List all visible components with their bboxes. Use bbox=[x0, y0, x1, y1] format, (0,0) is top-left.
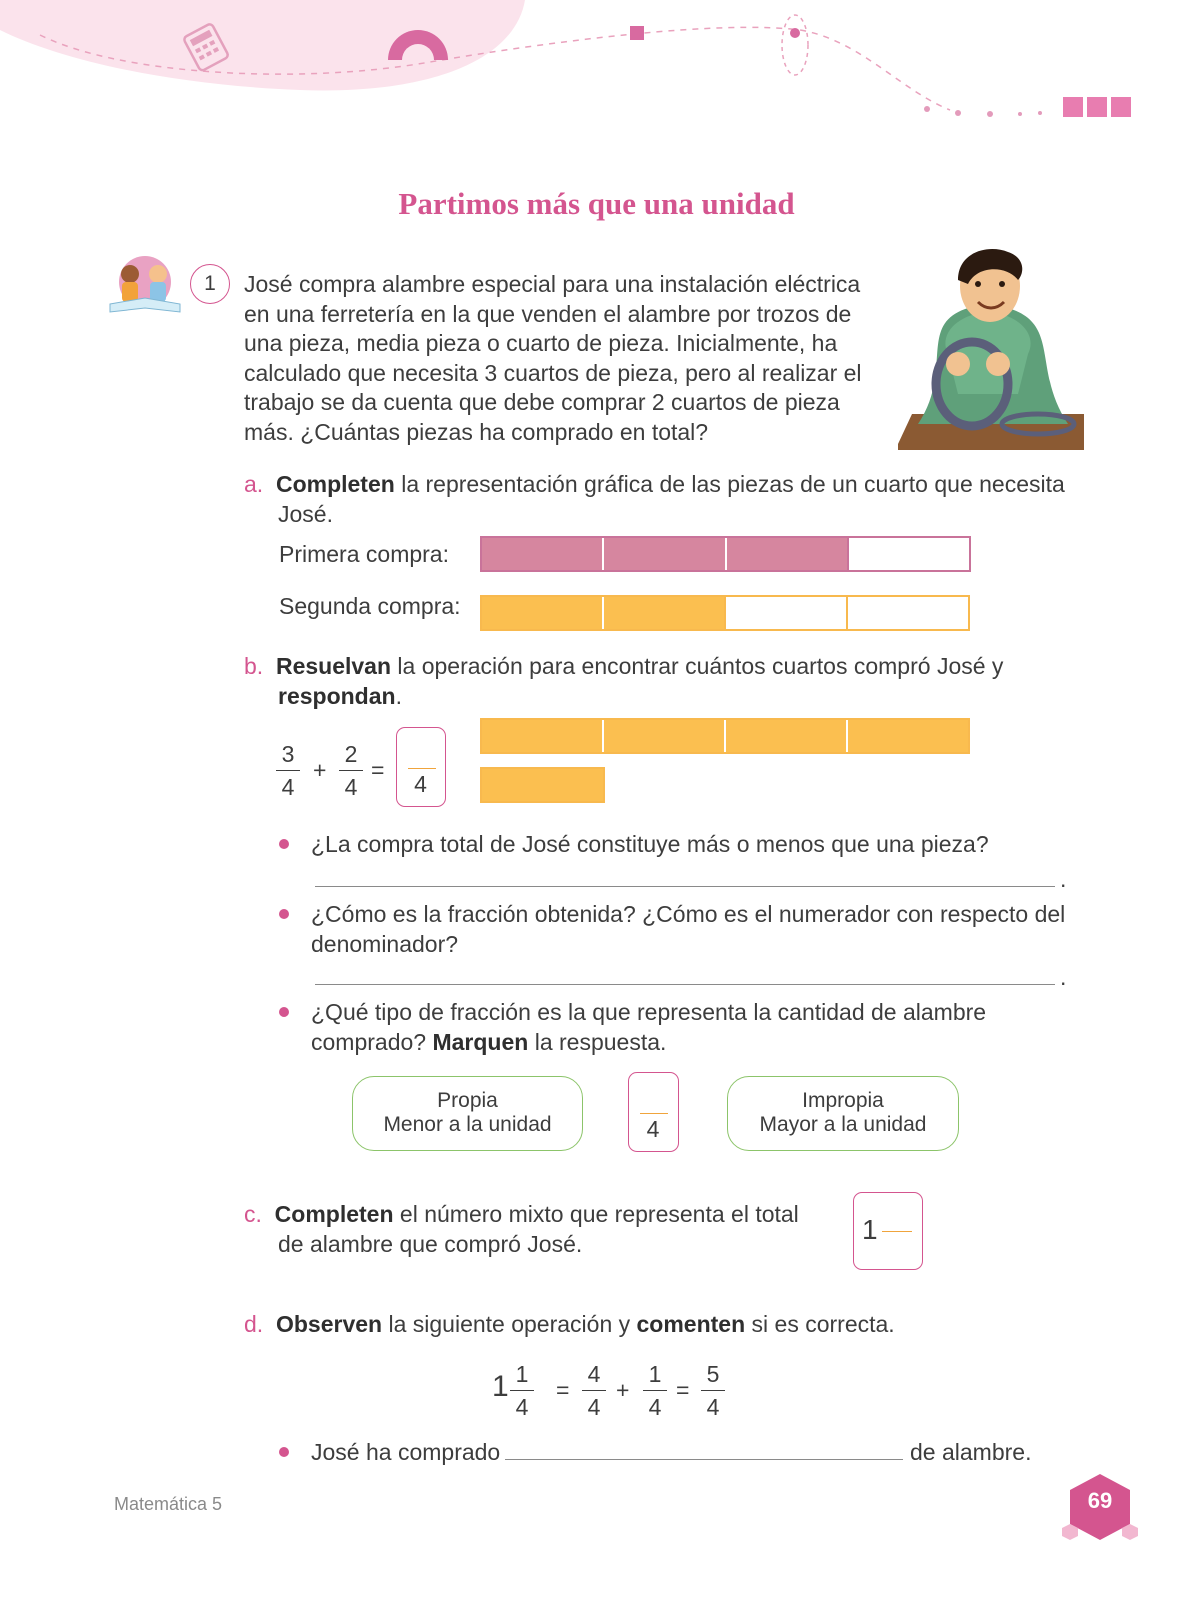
problem-text: José compra alambre especial para una instalación eléctrica en una ferretería en la que venden el alambre por trozos de una pieza, media pieza o cuarto de pieza. Inicialmente, ha calculado que necesita 3 cuartos de pieza, pero al realizar el trabajo se da cuenta que debe comprar 2 cuartos de pieza más. ¿Cuántas piezas ha comprado en total? bbox=[244, 271, 862, 445]
answer-prefix: José ha comprado bbox=[311, 1439, 501, 1465]
blocks-icon bbox=[1063, 97, 1131, 117]
answer-line-1[interactable] bbox=[315, 886, 1055, 887]
first-purchase-label: Primera compra: bbox=[279, 541, 449, 567]
fraction-two-quarters: 2 4 bbox=[339, 740, 363, 801]
cube-icon bbox=[630, 26, 644, 40]
second-purchase-label: Segunda compra: bbox=[279, 593, 461, 619]
part-c-instruction: c. Completen el número mixto que representa el total de alambre que compró José. bbox=[244, 1201, 799, 1257]
total-whole-segment[interactable] bbox=[602, 720, 724, 752]
second-purchase-bar[interactable] bbox=[480, 595, 970, 631]
total-extra-segment[interactable] bbox=[482, 769, 603, 801]
plus-sign: + bbox=[313, 757, 327, 783]
option-improper-fraction[interactable]: Impropia Mayor a la unidad bbox=[727, 1076, 959, 1151]
part-d-instruction: d. Observen la siguiente operación y comenten si es correcta. bbox=[244, 1311, 895, 1337]
fraction-three-quarters: 3 4 bbox=[276, 740, 300, 801]
ring-icon bbox=[782, 15, 808, 75]
mixed-number-box[interactable] bbox=[853, 1192, 923, 1270]
option-fraction-box[interactable] bbox=[628, 1072, 679, 1152]
fraction-one-quarter: 1 4 bbox=[643, 1360, 667, 1421]
numerator-blank[interactable] bbox=[640, 1113, 668, 1114]
equals-sign: = bbox=[371, 757, 385, 783]
total-whole-segment[interactable] bbox=[482, 720, 602, 752]
book-title: Matemática 5 bbox=[114, 1494, 223, 1514]
mixed-whole-d: 1 bbox=[492, 1370, 509, 1403]
answer-line-3[interactable] bbox=[505, 1459, 903, 1460]
first-purchase-bar[interactable] bbox=[480, 536, 971, 572]
numerator-blank[interactable] bbox=[408, 768, 436, 769]
bullet bbox=[279, 909, 289, 919]
part-b-instruction: b. Resuelvan la operación para encontrar cuántos cuartos compró José y respondan. bbox=[244, 653, 1004, 709]
mixed-fraction-d: 1 4 bbox=[510, 1360, 534, 1421]
option-denominator: 4 bbox=[646, 1116, 660, 1142]
second-purchase-segment[interactable] bbox=[602, 597, 724, 629]
second-purchase-segment[interactable] bbox=[846, 597, 968, 629]
fraction-four-quarters: 4 4 bbox=[582, 1360, 606, 1421]
total-whole-bar bbox=[480, 718, 970, 754]
total-whole-segment[interactable] bbox=[724, 720, 846, 752]
first-purchase-segment[interactable] bbox=[847, 538, 969, 570]
first-purchase-segment[interactable] bbox=[602, 538, 724, 570]
page-number: 69 bbox=[1087, 1488, 1113, 1513]
question-mark-answer: ¿Qué tipo de fracción es la que representa la cantidad de alambre comprado? Marquen la respuesta. bbox=[311, 999, 987, 1055]
total-extra-bar bbox=[480, 767, 605, 803]
first-purchase-segment[interactable] bbox=[482, 538, 602, 570]
answer-suffix: de alambre. bbox=[910, 1439, 1032, 1465]
bullet bbox=[279, 1007, 289, 1017]
boy-with-wire-illustration bbox=[898, 244, 1084, 450]
second-purchase-segment[interactable] bbox=[482, 597, 602, 629]
option-proper-fraction[interactable]: Propia Menor a la unidad bbox=[352, 1076, 583, 1151]
result-denominator: 4 bbox=[414, 771, 427, 797]
second-purchase-segment[interactable] bbox=[724, 597, 846, 629]
fraction-blank[interactable] bbox=[882, 1231, 912, 1232]
part-a-instruction: a. Completen la representación gráfica de las piezas de un cuarto que necesita José. bbox=[244, 471, 1065, 527]
first-purchase-segment[interactable] bbox=[725, 538, 847, 570]
header-decoration bbox=[0, 0, 1193, 140]
group-work-icon bbox=[105, 252, 185, 316]
question-fraction-type: ¿Cómo es la fracción obtenida? ¿Cómo es el numerador con respecto del denominador? bbox=[311, 901, 1066, 957]
result-fraction-box[interactable] bbox=[396, 727, 446, 807]
problem-number: 1 bbox=[190, 264, 230, 304]
bullet bbox=[279, 839, 289, 849]
mixed-whole: 1 bbox=[862, 1214, 878, 1245]
page-title: Partimos más que una unidad bbox=[398, 186, 795, 221]
answer-line-2[interactable] bbox=[315, 984, 1055, 985]
bullet bbox=[279, 1447, 289, 1457]
question-more-or-less: ¿La compra total de José constituye más o menos que una pieza? bbox=[311, 831, 989, 857]
fraction-five-quarters: 5 4 bbox=[701, 1360, 725, 1421]
total-whole-segment[interactable] bbox=[846, 720, 968, 752]
